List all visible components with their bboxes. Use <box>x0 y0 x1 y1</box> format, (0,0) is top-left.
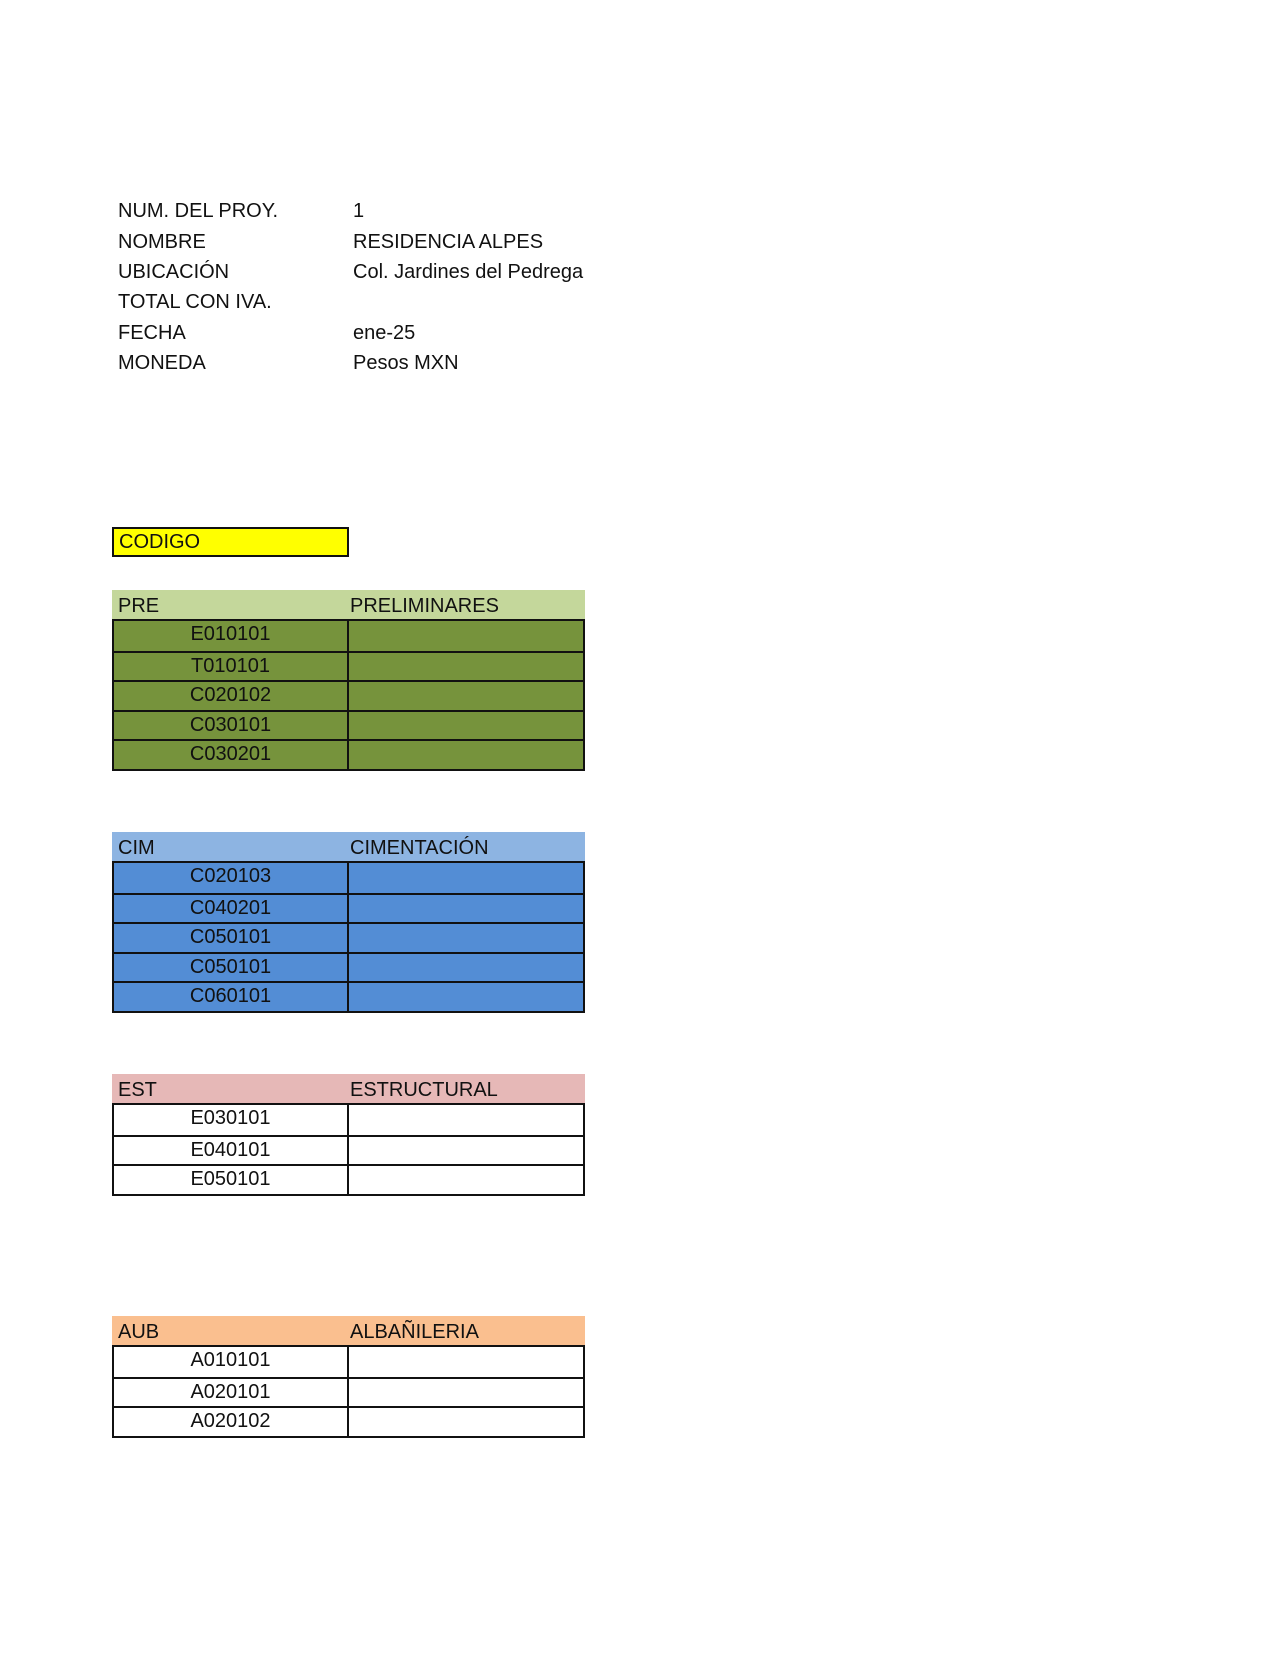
category-header <box>112 590 585 619</box>
code-cell[interactable]: C060101 <box>114 983 349 1011</box>
info-row-currency <box>118 348 678 378</box>
table-row <box>114 863 583 893</box>
info-value[interactable]: ene-25 <box>353 321 416 344</box>
info-label[interactable]: TOTAL CON IVA. <box>118 291 272 314</box>
category-code[interactable]: EST <box>118 1079 157 1101</box>
empty-cell[interactable] <box>349 983 583 1011</box>
category-table <box>112 861 585 1013</box>
code-cell[interactable]: C030201 <box>114 741 349 769</box>
category-code[interactable]: CIM <box>118 837 155 859</box>
table-row <box>114 1377 583 1407</box>
code-cell[interactable]: C040201 <box>114 895 349 923</box>
info-value[interactable]: 1 <box>353 200 365 223</box>
category-cimentacion <box>112 832 585 1013</box>
empty-cell[interactable] <box>349 621 583 651</box>
empty-cell[interactable] <box>349 1105 583 1135</box>
code-cell[interactable]: C020103 <box>114 863 349 893</box>
code-cell[interactable]: A020101 <box>114 1379 349 1407</box>
codigo-cell[interactable]: CODIGO <box>112 527 349 557</box>
info-row-location <box>118 257 678 287</box>
empty-cell[interactable] <box>349 924 583 952</box>
table-row <box>114 952 583 982</box>
empty-cell[interactable] <box>349 712 583 740</box>
table-row <box>114 1135 583 1165</box>
category-name[interactable]: PRELIMINARES <box>350 595 499 617</box>
code-cell[interactable]: A020102 <box>114 1408 349 1436</box>
category-header <box>112 1316 585 1345</box>
category-name[interactable]: CIMENTACIÓN <box>350 837 489 859</box>
empty-cell[interactable] <box>349 741 583 769</box>
table-row <box>114 893 583 923</box>
code-cell[interactable]: T010101 <box>114 653 349 681</box>
empty-cell[interactable] <box>349 1347 583 1377</box>
category-code[interactable]: PRE <box>118 595 160 617</box>
info-value[interactable]: Col. Jardines del Pedrega <box>353 260 584 283</box>
info-row-total <box>118 287 678 317</box>
empty-cell[interactable] <box>349 1379 583 1407</box>
empty-cell[interactable] <box>349 863 583 893</box>
info-label[interactable]: UBICACIÓN <box>118 260 230 283</box>
category-header <box>112 1074 585 1103</box>
info-row-name <box>118 226 678 256</box>
category-table <box>112 1103 585 1196</box>
info-row-date <box>118 318 678 348</box>
info-value[interactable]: Pesos MXN <box>353 352 459 375</box>
category-albanileria <box>112 1316 585 1438</box>
category-estructural <box>112 1074 585 1196</box>
empty-cell[interactable] <box>349 682 583 710</box>
category-table <box>112 619 585 771</box>
empty-cell[interactable] <box>349 1166 583 1194</box>
table-row <box>114 1406 583 1436</box>
category-name[interactable]: ESTRUCTURAL <box>350 1079 498 1101</box>
table-row <box>114 710 583 740</box>
code-cell[interactable]: E050101 <box>114 1166 349 1194</box>
table-row <box>114 739 583 769</box>
info-label[interactable]: NOMBRE <box>118 230 206 253</box>
code-cell[interactable]: C050101 <box>114 954 349 982</box>
code-cell[interactable]: E010101 <box>114 621 349 651</box>
code-cell[interactable]: C030101 <box>114 712 349 740</box>
category-name[interactable]: ALBAÑILERIA <box>350 1321 479 1343</box>
info-label[interactable]: NUM. DEL PROY. <box>118 200 279 223</box>
table-row <box>114 922 583 952</box>
info-row-project-number <box>118 196 678 226</box>
code-cell[interactable]: E040101 <box>114 1137 349 1165</box>
empty-cell[interactable] <box>349 653 583 681</box>
category-code[interactable]: AUB <box>118 1321 160 1343</box>
table-row <box>114 1164 583 1194</box>
table-row <box>114 651 583 681</box>
empty-cell[interactable] <box>349 895 583 923</box>
info-label[interactable]: FECHA <box>118 321 186 344</box>
code-cell[interactable]: C020102 <box>114 682 349 710</box>
info-value[interactable]: RESIDENCIA ALPES <box>353 230 544 253</box>
empty-cell[interactable] <box>349 1408 583 1436</box>
project-info <box>118 196 678 378</box>
table-row <box>114 1347 583 1377</box>
table-row <box>114 1105 583 1135</box>
table-row <box>114 621 583 651</box>
category-header <box>112 832 585 861</box>
code-cell[interactable]: C050101 <box>114 924 349 952</box>
category-preliminares <box>112 590 585 771</box>
category-table <box>112 1345 585 1438</box>
table-row <box>114 981 583 1011</box>
code-cell[interactable]: A010101 <box>114 1347 349 1377</box>
empty-cell[interactable] <box>349 954 583 982</box>
empty-cell[interactable] <box>349 1137 583 1165</box>
code-cell[interactable]: E030101 <box>114 1105 349 1135</box>
info-label[interactable]: MONEDA <box>118 352 206 375</box>
table-row <box>114 680 583 710</box>
